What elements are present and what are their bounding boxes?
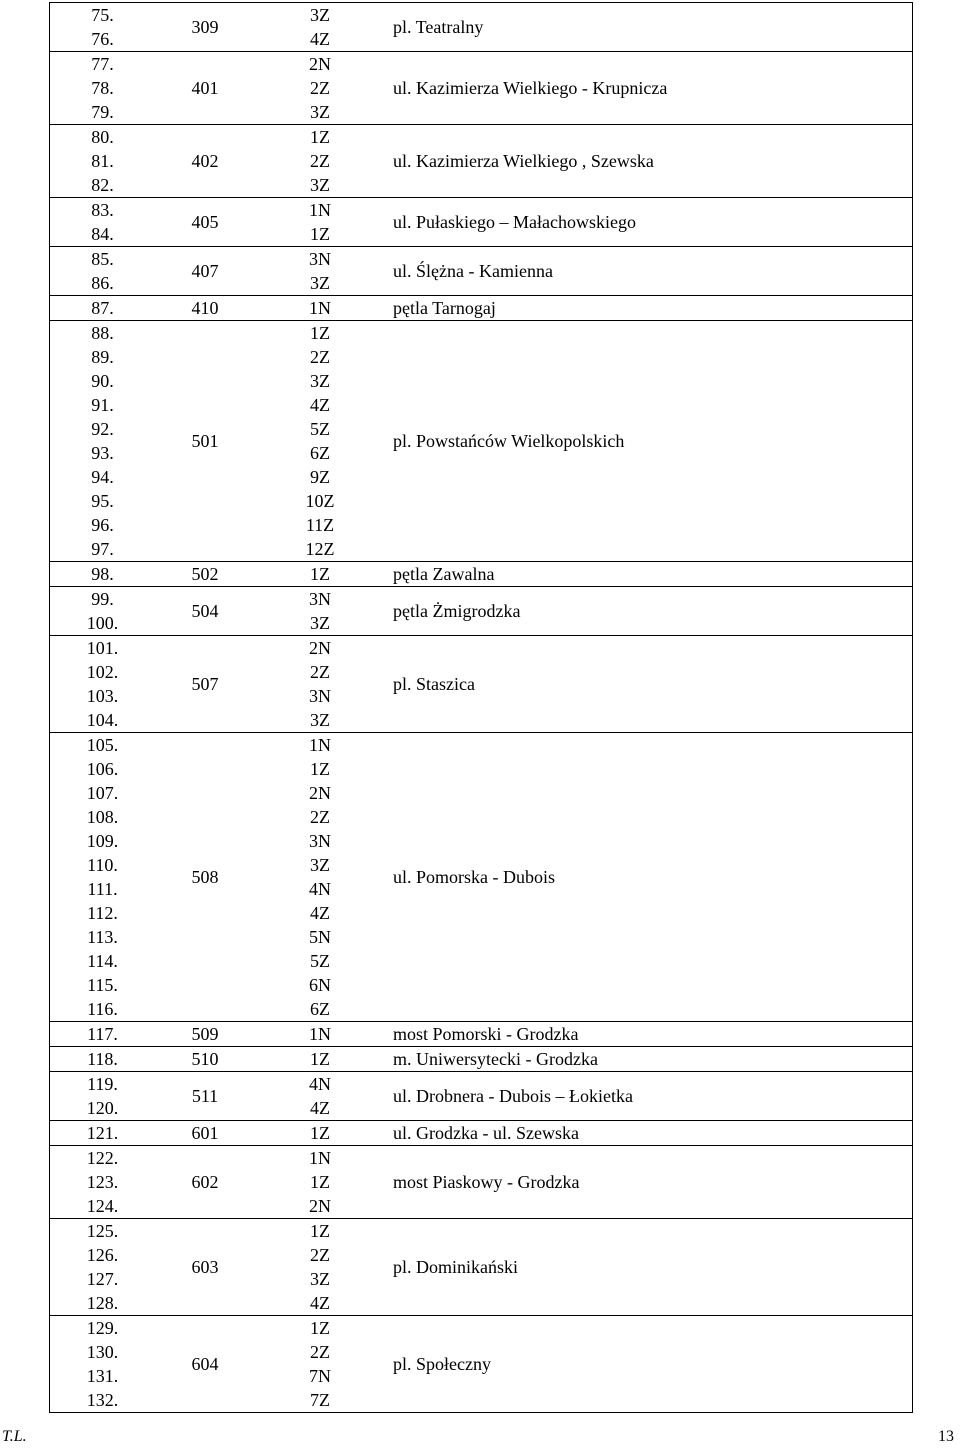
location-cell: ul. Kazimierza Wielkiego - Krupnicza bbox=[393, 78, 668, 98]
code-column bbox=[255, 1316, 385, 1412]
code-column bbox=[255, 3, 385, 51]
code-column bbox=[255, 198, 385, 246]
code-column bbox=[255, 296, 385, 320]
ordinal-cell: 86. bbox=[91, 273, 114, 293]
code-cell: 2N bbox=[309, 54, 331, 74]
ordinal-cell: 90. bbox=[91, 371, 114, 391]
number-column bbox=[155, 1047, 255, 1071]
location-column bbox=[385, 198, 912, 246]
code-cell: 1N bbox=[309, 200, 331, 220]
table-group bbox=[50, 586, 912, 635]
location-column bbox=[385, 247, 912, 295]
ordinal-cell: 110. bbox=[87, 855, 118, 875]
ordinal-column bbox=[50, 587, 155, 635]
code-cell: 1Z bbox=[310, 1172, 330, 1192]
ordinal-cell: 100. bbox=[86, 613, 119, 633]
ordinal-cell: 84. bbox=[91, 224, 114, 244]
code-column bbox=[255, 52, 385, 124]
location-column bbox=[385, 1072, 912, 1120]
code-cell: 1Z bbox=[310, 224, 330, 244]
number-column bbox=[155, 1146, 255, 1218]
location-column bbox=[385, 296, 912, 320]
code-cell: 3Z bbox=[310, 710, 330, 730]
code-cell: 1Z bbox=[310, 1318, 330, 1338]
ordinal-cell: 117. bbox=[87, 1024, 118, 1044]
code-cell: 3Z bbox=[310, 613, 330, 633]
location-cell: ul. Grodzka - ul. Szewska bbox=[393, 1123, 579, 1143]
code-column bbox=[255, 636, 385, 732]
ordinal-cell: 82. bbox=[91, 175, 114, 195]
code-cell: 3N bbox=[309, 831, 331, 851]
table-group bbox=[50, 124, 912, 197]
group-number-cell: 604 bbox=[191, 1354, 219, 1374]
ordinal-cell: 78. bbox=[91, 78, 114, 98]
location-column bbox=[385, 636, 912, 732]
ordinal-cell: 80. bbox=[91, 127, 114, 147]
ordinal-cell: 111. bbox=[87, 879, 118, 899]
ordinal-cell: 94. bbox=[91, 467, 114, 487]
ordinal-cell: 116. bbox=[87, 999, 118, 1019]
ordinal-cell: 85. bbox=[91, 249, 114, 269]
location-cell: most Piaskowy - Grodzka bbox=[393, 1172, 580, 1192]
ordinal-column bbox=[50, 1146, 155, 1218]
code-cell: 1Z bbox=[310, 1221, 330, 1241]
code-cell: 2Z bbox=[310, 151, 330, 171]
group-number-cell: 410 bbox=[191, 298, 219, 318]
ordinal-cell: 131. bbox=[86, 1366, 119, 1386]
location-cell: pl. Społeczny bbox=[393, 1354, 491, 1374]
code-column bbox=[255, 1022, 385, 1046]
location-cell: pl. Staszica bbox=[393, 674, 475, 694]
code-cell: 3Z bbox=[310, 855, 330, 875]
ordinal-column bbox=[50, 52, 155, 124]
group-number-cell: 508 bbox=[191, 867, 219, 887]
ordinal-column bbox=[50, 1121, 155, 1145]
table-group bbox=[50, 1315, 912, 1412]
ordinal-cell: 91. bbox=[91, 395, 114, 415]
ordinal-cell: 107. bbox=[86, 783, 119, 803]
number-column bbox=[155, 1121, 255, 1145]
code-cell: 3Z bbox=[310, 371, 330, 391]
ordinal-cell: 113. bbox=[87, 927, 118, 947]
ordinal-cell: 118. bbox=[87, 1049, 118, 1069]
code-cell: 3N bbox=[309, 589, 331, 609]
location-cell: ul. Pomorska - Dubois bbox=[393, 867, 555, 887]
code-cell: 7Z bbox=[310, 1390, 330, 1410]
code-cell: 5N bbox=[309, 927, 331, 947]
location-column bbox=[385, 1121, 912, 1145]
stops-table bbox=[49, 2, 913, 1413]
location-column bbox=[385, 52, 912, 124]
table-group bbox=[50, 51, 912, 124]
ordinal-cell: 98. bbox=[91, 564, 114, 584]
location-cell: pętla Zawalna bbox=[393, 564, 495, 584]
code-column bbox=[255, 1121, 385, 1145]
ordinal-cell: 108. bbox=[86, 807, 119, 827]
ordinal-cell: 126. bbox=[86, 1245, 119, 1265]
group-number-cell: 507 bbox=[191, 674, 219, 694]
number-column bbox=[155, 1072, 255, 1120]
code-cell: 2Z bbox=[310, 662, 330, 682]
ordinal-cell: 106. bbox=[86, 759, 119, 779]
ordinal-cell: 102. bbox=[86, 662, 119, 682]
ordinal-cell: 95. bbox=[91, 491, 114, 511]
ordinal-column bbox=[50, 198, 155, 246]
ordinal-cell: 122. bbox=[86, 1148, 119, 1168]
code-column bbox=[255, 1146, 385, 1218]
ordinal-column bbox=[50, 1316, 155, 1412]
location-column bbox=[385, 1047, 912, 1071]
ordinal-column bbox=[50, 1022, 155, 1046]
code-column bbox=[255, 587, 385, 635]
location-column bbox=[385, 125, 912, 197]
location-column bbox=[385, 3, 912, 51]
code-cell: 1Z bbox=[310, 323, 330, 343]
table-group bbox=[50, 1021, 912, 1046]
code-column bbox=[255, 1219, 385, 1315]
code-cell: 1Z bbox=[310, 1123, 330, 1143]
code-column bbox=[255, 733, 385, 1021]
group-number-cell: 601 bbox=[191, 1123, 219, 1143]
ordinal-column bbox=[50, 3, 155, 51]
location-cell: pl. Dominikański bbox=[393, 1257, 518, 1277]
number-column bbox=[155, 1022, 255, 1046]
ordinal-column bbox=[50, 1219, 155, 1315]
table-group bbox=[50, 1218, 912, 1315]
code-cell: 2Z bbox=[310, 1342, 330, 1362]
location-cell: ul. Drobnera - Dubois – Łokietka bbox=[393, 1086, 633, 1106]
ordinal-column bbox=[50, 636, 155, 732]
code-column bbox=[255, 247, 385, 295]
code-cell: 11Z bbox=[305, 515, 335, 535]
number-column bbox=[155, 198, 255, 246]
number-column bbox=[155, 587, 255, 635]
code-cell: 2Z bbox=[310, 1245, 330, 1265]
code-cell: 3Z bbox=[310, 273, 330, 293]
ordinal-cell: 120. bbox=[86, 1098, 119, 1118]
group-number-cell: 401 bbox=[191, 78, 219, 98]
code-cell: 4Z bbox=[310, 29, 330, 49]
ordinal-cell: 129. bbox=[86, 1318, 119, 1338]
ordinal-column bbox=[50, 1047, 155, 1071]
code-cell: 6Z bbox=[310, 999, 330, 1019]
code-cell: 2N bbox=[309, 1196, 331, 1216]
code-column bbox=[255, 321, 385, 561]
ordinal-cell: 87. bbox=[91, 298, 114, 318]
table-group bbox=[50, 320, 912, 561]
location-column bbox=[385, 1219, 912, 1315]
code-cell: 4Z bbox=[310, 1293, 330, 1313]
number-column bbox=[155, 296, 255, 320]
ordinal-cell: 96. bbox=[91, 515, 114, 535]
table-group bbox=[50, 295, 912, 320]
code-cell: 6Z bbox=[310, 443, 330, 463]
ordinal-cell: 75. bbox=[91, 5, 114, 25]
table-group bbox=[50, 197, 912, 246]
ordinal-column bbox=[50, 562, 155, 586]
group-number-cell: 501 bbox=[191, 431, 219, 451]
ordinal-column bbox=[50, 1072, 155, 1120]
group-number-cell: 602 bbox=[191, 1172, 219, 1192]
page-number: 13 bbox=[938, 1428, 954, 1445]
ordinal-cell: 124. bbox=[86, 1196, 119, 1216]
ordinal-cell: 112. bbox=[87, 903, 118, 923]
code-column bbox=[255, 1047, 385, 1071]
code-cell: 1Z bbox=[310, 759, 330, 779]
code-cell: 2Z bbox=[310, 347, 330, 367]
ordinal-cell: 76. bbox=[91, 29, 114, 49]
location-column bbox=[385, 1022, 912, 1046]
ordinal-cell: 103. bbox=[86, 686, 119, 706]
code-cell: 3N bbox=[309, 686, 331, 706]
ordinal-column bbox=[50, 321, 155, 561]
footer-initials: T.L. bbox=[2, 1428, 27, 1445]
number-column bbox=[155, 636, 255, 732]
table-group bbox=[50, 246, 912, 295]
code-cell: 3N bbox=[309, 249, 331, 269]
location-cell: pętla Żmigrodzka bbox=[393, 601, 521, 621]
table-group bbox=[50, 1071, 912, 1120]
code-cell: 3Z bbox=[310, 175, 330, 195]
code-cell: 4Z bbox=[310, 395, 330, 415]
code-cell: 7N bbox=[309, 1366, 331, 1386]
group-number-cell: 509 bbox=[191, 1024, 219, 1044]
location-column bbox=[385, 587, 912, 635]
code-cell: 5Z bbox=[310, 419, 330, 439]
group-number-cell: 402 bbox=[191, 151, 219, 171]
ordinal-cell: 132. bbox=[86, 1390, 119, 1410]
ordinal-cell: 115. bbox=[87, 975, 118, 995]
location-column bbox=[385, 733, 912, 1021]
table-group bbox=[50, 732, 912, 1021]
code-cell: 3Z bbox=[310, 102, 330, 122]
group-number-cell: 603 bbox=[191, 1257, 219, 1277]
location-cell: pl. Teatralny bbox=[393, 17, 484, 37]
location-cell: pl. Powstańców Wielkopolskich bbox=[393, 431, 625, 451]
ordinal-cell: 77. bbox=[91, 54, 114, 74]
ordinal-cell: 99. bbox=[91, 589, 114, 609]
ordinal-cell: 93. bbox=[91, 443, 114, 463]
code-cell: 5Z bbox=[310, 951, 330, 971]
table-group bbox=[50, 561, 912, 586]
code-cell: 1N bbox=[309, 735, 331, 755]
ordinal-cell: 123. bbox=[86, 1172, 119, 1192]
code-cell: 2N bbox=[309, 783, 331, 803]
number-column bbox=[155, 562, 255, 586]
ordinal-cell: 114. bbox=[87, 951, 118, 971]
ordinal-cell: 97. bbox=[91, 539, 114, 559]
ordinal-cell: 121. bbox=[86, 1123, 119, 1143]
ordinal-cell: 119. bbox=[87, 1074, 118, 1094]
ordinal-cell: 125. bbox=[86, 1221, 119, 1241]
code-cell: 4N bbox=[309, 879, 331, 899]
ordinal-cell: 109. bbox=[86, 831, 119, 851]
location-column bbox=[385, 1146, 912, 1218]
code-cell: 2N bbox=[309, 638, 331, 658]
code-cell: 1N bbox=[309, 1024, 331, 1044]
ordinal-column bbox=[50, 733, 155, 1021]
table-group bbox=[50, 3, 912, 51]
ordinal-column bbox=[50, 125, 155, 197]
ordinal-cell: 128. bbox=[86, 1293, 119, 1313]
code-cell: 9Z bbox=[310, 467, 330, 487]
table-group bbox=[50, 1145, 912, 1218]
code-cell: 12Z bbox=[305, 539, 335, 559]
number-column bbox=[155, 1219, 255, 1315]
code-cell: 3Z bbox=[310, 1269, 330, 1289]
ordinal-cell: 92. bbox=[91, 419, 114, 439]
code-cell: 1N bbox=[309, 1148, 331, 1168]
location-cell: pętla Tarnogaj bbox=[393, 298, 496, 318]
code-cell: 4N bbox=[309, 1074, 331, 1094]
code-cell: 2Z bbox=[310, 78, 330, 98]
code-cell: 1Z bbox=[310, 1049, 330, 1069]
table-group bbox=[50, 1046, 912, 1071]
code-cell: 10Z bbox=[305, 491, 335, 511]
code-cell: 3Z bbox=[310, 5, 330, 25]
number-column bbox=[155, 125, 255, 197]
location-cell: most Pomorski - Grodzka bbox=[393, 1024, 579, 1044]
ordinal-column bbox=[50, 296, 155, 320]
ordinal-cell: 130. bbox=[86, 1342, 119, 1362]
group-number-cell: 510 bbox=[191, 1049, 219, 1069]
ordinal-cell: 101. bbox=[86, 638, 119, 658]
code-cell: 1Z bbox=[310, 564, 330, 584]
number-column bbox=[155, 1316, 255, 1412]
group-number-cell: 309 bbox=[191, 17, 219, 37]
code-column bbox=[255, 562, 385, 586]
number-column bbox=[155, 52, 255, 124]
code-cell: 6N bbox=[309, 975, 331, 995]
location-column bbox=[385, 321, 912, 561]
ordinal-cell: 79. bbox=[91, 102, 114, 122]
group-number-cell: 405 bbox=[191, 212, 219, 232]
location-cell: m. Uniwersytecki - Grodzka bbox=[393, 1049, 598, 1069]
location-cell: ul. Kazimierza Wielkiego , Szewska bbox=[393, 151, 654, 171]
code-cell: 1Z bbox=[310, 127, 330, 147]
ordinal-cell: 81. bbox=[91, 151, 114, 171]
location-column bbox=[385, 1316, 912, 1412]
group-number-cell: 407 bbox=[191, 261, 219, 281]
number-column bbox=[155, 3, 255, 51]
code-column bbox=[255, 125, 385, 197]
location-cell: ul. Ślężna - Kamienna bbox=[393, 261, 553, 281]
code-cell: 4Z bbox=[310, 1098, 330, 1118]
group-number-cell: 511 bbox=[191, 1086, 219, 1106]
group-number-cell: 504 bbox=[191, 601, 219, 621]
ordinal-cell: 88. bbox=[91, 323, 114, 343]
location-column bbox=[385, 562, 912, 586]
group-number-cell: 502 bbox=[191, 564, 219, 584]
number-column bbox=[155, 247, 255, 295]
code-cell: 4Z bbox=[310, 903, 330, 923]
table-group bbox=[50, 635, 912, 732]
number-column bbox=[155, 733, 255, 1021]
code-cell: 1N bbox=[309, 298, 331, 318]
code-cell: 2Z bbox=[310, 807, 330, 827]
ordinal-cell: 83. bbox=[91, 200, 114, 220]
code-column bbox=[255, 1072, 385, 1120]
number-column bbox=[155, 321, 255, 561]
ordinal-cell: 104. bbox=[86, 710, 119, 730]
ordinal-column bbox=[50, 247, 155, 295]
location-cell: ul. Pułaskiego – Małachowskiego bbox=[393, 212, 636, 232]
ordinal-cell: 89. bbox=[91, 347, 114, 367]
table-group bbox=[50, 1120, 912, 1145]
ordinal-cell: 127. bbox=[86, 1269, 119, 1289]
ordinal-cell: 105. bbox=[86, 735, 119, 755]
